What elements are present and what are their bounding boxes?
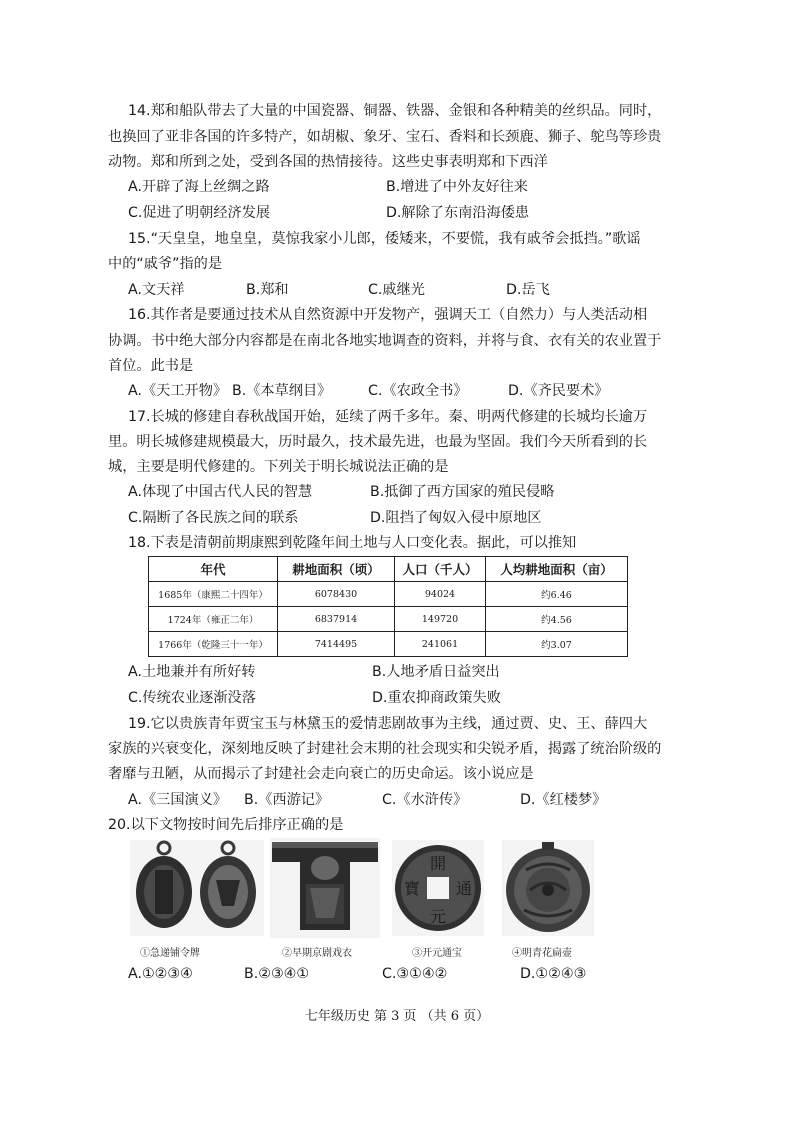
q17-option-c: C.隔断了各民族之间的联系	[128, 510, 299, 526]
q17-line-2: 里。明长城修建规模最大，历时最久，技术最先进，也最为坚固。我们今天所看到的长	[108, 434, 648, 450]
table-cell: 149720	[395, 607, 486, 632]
q18-line-1: 18.下表是清朝前期康熙到乾隆年间土地与人口变化表。据此，可以推知	[128, 535, 577, 551]
q16-option-a: A.《天工开物》	[128, 383, 228, 399]
q20-option-d: D.①②④③	[520, 966, 587, 982]
table-cell: 1724年（雍正二年）	[149, 607, 278, 632]
table-row	[149, 607, 628, 632]
q14-option-c: C.促进了明朝经济发展	[128, 205, 271, 221]
caption-flask: ④明青花扁壶	[512, 948, 572, 959]
q19-line-1: 19.它以贵族青年贾宝玉与林黛玉的爱情悲剧故事为主线，通过贾、史、王、薛四大	[128, 716, 648, 732]
table-cell: 6078430	[278, 582, 395, 607]
q16-option-c: C.《农政全书》	[368, 383, 468, 399]
q15-line-2: 中的“戚爷”指的是	[108, 256, 223, 272]
q19-line-2: 家族的兴衰变化，深刻地反映了封建社会末期的社会现实和尖锐矛盾，揭露了统治阶级的	[108, 741, 662, 757]
q20-line-1: 20.以下文物按时间先后排序正确的是	[108, 817, 344, 833]
table-cell: 94024	[395, 582, 486, 607]
table-header-cell: 人均耕地面积（亩）	[486, 557, 628, 582]
q16-line-1: 16.其作者是要通过技术从自然资源中开发物产，强调天工（自然力）与人类活动相	[128, 307, 648, 323]
coin-char-top: 開	[429, 854, 447, 873]
q17-option-d: D.阻挡了匈奴入侵中原地区	[370, 510, 542, 526]
q15-option-d: D.岳飞	[506, 282, 550, 298]
table-cell: 约3.07	[486, 632, 628, 657]
q16-line-3: 首位。此书是	[108, 358, 194, 374]
q18-option-b: B.人地矛盾日益突出	[372, 664, 500, 680]
caption-opera-costume: ②早期京剧戏衣	[282, 948, 352, 959]
q14-line-1: 14.郑和船队带去了大量的中国瓷器、铜器、铁器、金银和各种精美的丝织品。同时，	[128, 103, 662, 119]
table-row	[149, 582, 628, 607]
page-footer: 七年级历史 第 3 页 （共 6 页）	[304, 1009, 490, 1024]
courier-token-image	[130, 840, 264, 936]
caption-coin: ③开元通宝	[412, 948, 462, 959]
coin-image	[392, 840, 484, 936]
q19-option-a: A.《三国演义》	[128, 792, 228, 808]
q18-option-d: D.重农抑商政策失败	[372, 690, 501, 706]
q19-option-c: C.《水浒传》	[382, 792, 468, 808]
coin-char-right: 通	[455, 879, 473, 898]
table-header-cell: 年代	[149, 557, 278, 582]
q17-option-a: A.体现了中国古代人民的智慧	[128, 484, 313, 500]
q18-option-a: A.土地兼并有所好转	[128, 664, 256, 680]
artifact-images	[130, 838, 600, 958]
opera-costume-image	[270, 838, 380, 938]
q20-option-b: B.②③④①	[244, 966, 310, 982]
q15-option-a: A.文天祥	[128, 282, 185, 298]
q16-option-d: D.《齐民要术》	[508, 383, 609, 399]
q14-line-3: 动物。郑和所到之处，受到各国的热情接待。这些史事表明郑和下西洋	[108, 154, 548, 170]
q14-option-b: B.增进了中外友好往来	[386, 179, 528, 195]
table-cell: 约6.46	[486, 582, 628, 607]
land-population-table	[148, 556, 628, 657]
q15-line-1: 15.“天皇皇，地皇皇，莫惊我家小儿郎，倭矮来，不要慌，我有戚爷会抵挡。”歌谣	[128, 231, 641, 247]
flask-image	[502, 840, 594, 936]
q16-option-b: B.《本草纲目》	[232, 383, 332, 399]
table-cell: 1685年（康熙二十四年）	[149, 582, 278, 607]
table-cell: 6837914	[278, 607, 395, 632]
caption-courier-token: ①急递铺令牌	[140, 948, 200, 959]
q19-option-d: D.《红楼梦》	[520, 792, 607, 808]
q20-option-c: C.③①④②	[382, 966, 448, 982]
table-cell: 7414495	[278, 632, 395, 657]
q17-line-3: 城，主要是明代修建的。下列关于明长城说法正确的是	[108, 459, 449, 475]
table-cell: 约4.56	[486, 607, 628, 632]
q18-option-c: C.传统农业逐渐没落	[128, 690, 256, 706]
q15-option-b: B.郑和	[246, 282, 289, 298]
q15-option-c: C.戚继光	[368, 282, 425, 298]
table-cell: 241061	[395, 632, 486, 657]
q17-option-b: B.抵御了西方国家的殖民侵略	[370, 484, 555, 500]
table-header-row	[149, 557, 628, 582]
coin-char-left: 寶	[403, 879, 421, 898]
q14-option-d: D.解除了东南沿海倭患	[386, 205, 530, 221]
q19-line-3: 奢靡与丑陋，从而揭示了封建社会走向衰亡的历史命运。该小说应是	[108, 766, 534, 782]
q20-option-a: A.①②③④	[128, 966, 193, 982]
table-row	[149, 632, 628, 657]
coin-char-bottom: 元	[429, 907, 447, 926]
table-header-cell: 人口（千人）	[395, 557, 486, 582]
q14-option-a: A.开辟了海上丝绸之路	[128, 179, 270, 195]
q17-line-1: 17.长城的修建自春秋战国开始，延续了两千多年。秦、明两代修建的长城均长逾万	[128, 409, 648, 425]
q19-option-b: B.《西游记》	[244, 792, 330, 808]
q16-line-2: 协调。书中绝大部分内容都是在南北各地实地调查的资料，并将与食、衣有关的农业置于	[108, 333, 662, 349]
q14-line-2: 也换回了亚非各国的许多特产，如胡椒、象牙、宝石、香料和长颈鹿、狮子、鸵鸟等珍贵	[108, 129, 662, 145]
table-cell: 1766年（乾隆三十一年）	[149, 632, 278, 657]
table-header-cell: 耕地面积（顷）	[278, 557, 395, 582]
